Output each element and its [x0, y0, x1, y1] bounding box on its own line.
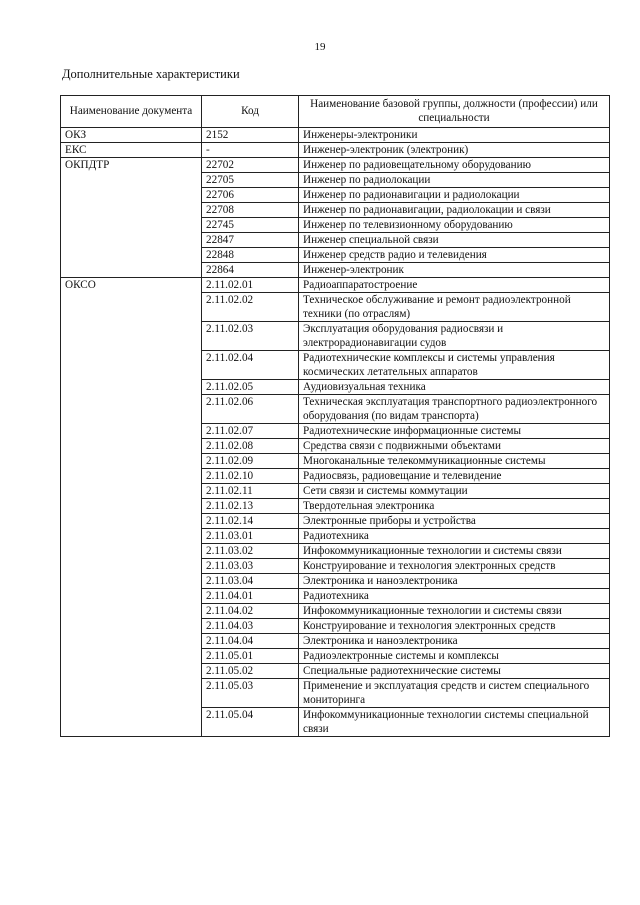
code-cell: 2.11.03.01 — [202, 529, 299, 544]
code-cell: 2.11.02.02 — [202, 293, 299, 322]
name-cell: Электронные приборы и устройства — [299, 514, 610, 529]
code-cell: 2.11.02.08 — [202, 439, 299, 454]
code-cell: 2.11.02.14 — [202, 514, 299, 529]
name-cell: Инженер по радионавигации и радиолокации — [299, 188, 610, 203]
code-cell: 22745 — [202, 218, 299, 233]
code-cell: 2.11.05.04 — [202, 708, 299, 737]
code-cell: - — [202, 143, 299, 158]
code-cell: 2.11.03.03 — [202, 559, 299, 574]
name-cell: Твердотельная электроника — [299, 499, 610, 514]
name-cell: Радиотехнические информационные системы — [299, 424, 610, 439]
document-cell: ЕКС — [61, 143, 202, 158]
code-cell: 2152 — [202, 128, 299, 143]
name-cell: Инженер по радиовещательному оборудованию — [299, 158, 610, 173]
code-cell: 2.11.02.10 — [202, 469, 299, 484]
name-cell: Аудиовизуальная техника — [299, 380, 610, 395]
name-cell: Инженер по радионавигации, радиолокации и связи — [299, 203, 610, 218]
code-cell: 2.11.04.04 — [202, 634, 299, 649]
table-row — [61, 158, 610, 173]
name-cell: Конструирование и технология электронных средств — [299, 559, 610, 574]
code-cell: 2.11.05.01 — [202, 649, 299, 664]
header-document: Наименование документа — [61, 96, 202, 128]
document-cell: ОКПДТР — [61, 158, 202, 278]
name-cell: Инженер-электроник (электроник) — [299, 143, 610, 158]
code-cell: 2.11.02.06 — [202, 395, 299, 424]
table-body — [61, 128, 610, 737]
table-row — [61, 278, 610, 293]
code-cell: 2.11.04.02 — [202, 604, 299, 619]
name-cell: Радиоаппаратостроение — [299, 278, 610, 293]
code-cell: 2.11.02.04 — [202, 351, 299, 380]
code-cell: 22864 — [202, 263, 299, 278]
name-cell: Инфокоммуникационные технологии системы специальной связи — [299, 708, 610, 737]
code-cell: 2.11.02.11 — [202, 484, 299, 499]
name-cell: Радиоэлектронные системы и комплексы — [299, 649, 610, 664]
table-header-row — [61, 96, 610, 128]
table-row — [61, 143, 610, 158]
code-cell: 2.11.02.03 — [202, 322, 299, 351]
name-cell: Радиотехника — [299, 529, 610, 544]
name-cell: Инженеры-электроники — [299, 128, 610, 143]
name-cell: Специальные радиотехнические системы — [299, 664, 610, 679]
section-heading: Дополнительные характеристики — [62, 67, 240, 81]
name-cell: Инженер средств радио и телевидения — [299, 248, 610, 263]
name-cell: Инфокоммуникационные технологии и системы связи — [299, 544, 610, 559]
characteristics-table — [60, 95, 610, 737]
name-cell: Техническая эксплуатация транспортного радиоэлектронного оборудования (по видам транспорта) — [299, 395, 610, 424]
code-cell: 22705 — [202, 173, 299, 188]
name-cell: Средства связи с подвижными объектами — [299, 439, 610, 454]
document-cell: ОКЗ — [61, 128, 202, 143]
code-cell: 2.11.03.02 — [202, 544, 299, 559]
code-cell: 2.11.02.01 — [202, 278, 299, 293]
table-row — [61, 128, 610, 143]
header-code: Код — [202, 96, 299, 128]
name-cell: Конструирование и технология электронных средств — [299, 619, 610, 634]
name-cell: Инженер-электроник — [299, 263, 610, 278]
name-cell: Инженер специальной связи — [299, 233, 610, 248]
code-cell: 2.11.04.01 — [202, 589, 299, 604]
name-cell: Электроника и наноэлектроника — [299, 634, 610, 649]
name-cell: Радиосвязь, радиовещание и телевидение — [299, 469, 610, 484]
page-number: 19 — [314, 41, 326, 53]
code-cell: 22708 — [202, 203, 299, 218]
name-cell: Радиотехнические комплексы и системы управления космических летательных аппаратов — [299, 351, 610, 380]
name-cell: Инженер по телевизионному оборудованию — [299, 218, 610, 233]
name-cell: Сети связи и системы коммутации — [299, 484, 610, 499]
code-cell: 2.11.05.02 — [202, 664, 299, 679]
code-cell: 2.11.02.13 — [202, 499, 299, 514]
name-cell: Эксплуатация оборудования радиосвязи и электрорадионавигации судов — [299, 322, 610, 351]
name-cell: Радиотехника — [299, 589, 610, 604]
name-cell: Электроника и наноэлектроника — [299, 574, 610, 589]
code-cell: 22848 — [202, 248, 299, 263]
code-cell: 22706 — [202, 188, 299, 203]
name-cell: Инженер по радиолокации — [299, 173, 610, 188]
code-cell: 2.11.02.09 — [202, 454, 299, 469]
code-cell: 2.11.03.04 — [202, 574, 299, 589]
code-cell: 2.11.04.03 — [202, 619, 299, 634]
header-name: Наименование базовой группы, должности (профессии) или специальности — [299, 96, 610, 128]
code-cell: 2.11.02.05 — [202, 380, 299, 395]
name-cell: Техническое обслуживание и ремонт радиоэлектронной техники (по отраслям) — [299, 293, 610, 322]
code-cell: 22847 — [202, 233, 299, 248]
code-cell: 2.11.02.07 — [202, 424, 299, 439]
name-cell: Многоканальные телекоммуникационные системы — [299, 454, 610, 469]
name-cell: Применение и эксплуатация средств и систем специального мониторинга — [299, 679, 610, 708]
name-cell: Инфокоммуникационные технологии и системы связи — [299, 604, 610, 619]
code-cell: 2.11.05.03 — [202, 679, 299, 708]
document-cell: ОКСО — [61, 278, 202, 737]
code-cell: 22702 — [202, 158, 299, 173]
